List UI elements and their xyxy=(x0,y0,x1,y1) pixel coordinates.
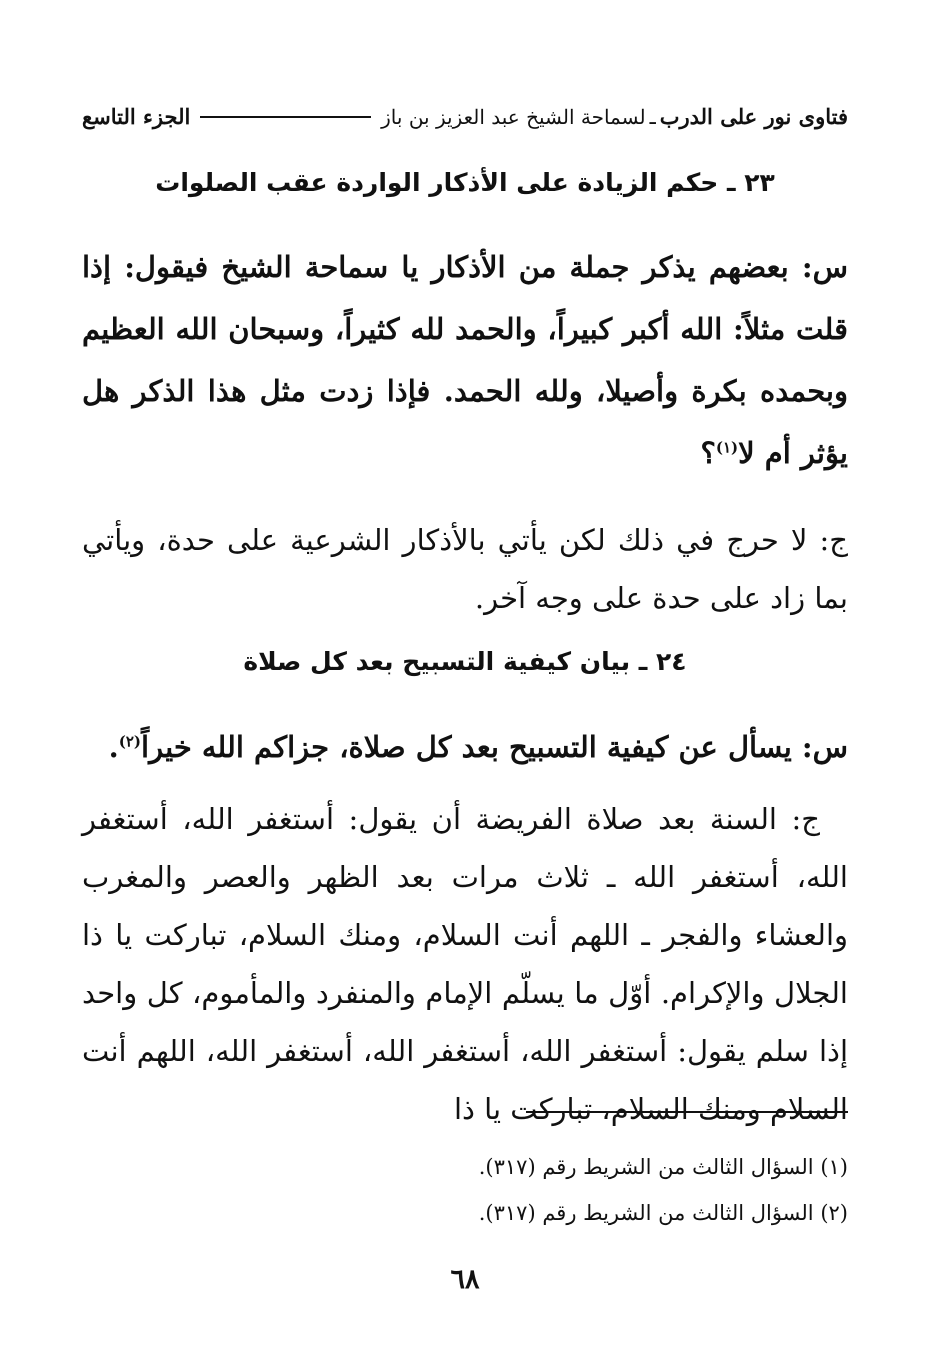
question-23-end: ؟ xyxy=(700,436,716,470)
section-heading-24: ٢٤ ـ بيان كيفية التسبيح بعد كل صلاة xyxy=(243,647,687,676)
question-24 xyxy=(82,718,848,776)
answer-23: ج: لا حرج في ذلك لكن يأتي بالأذكار الشرعية على حدة، ويأتي بما زاد على حدة على وجه آخر. xyxy=(82,523,848,615)
question-24-text: س: يسأل عن كيفية التسبيح بعد كل صلاة، جزاكم الله خيراً xyxy=(141,730,848,764)
running-header xyxy=(82,104,848,129)
header-rule xyxy=(200,116,371,118)
book-page xyxy=(82,0,848,1364)
section-heading-23: ٢٣ ـ حكم الزيادة على الأذكار الواردة عقب الصلوات xyxy=(155,168,775,197)
header-author: لسماحة الشيخ عبد العزيز بن باز xyxy=(381,105,646,129)
footnote-ref-2[interactable]: (٢) xyxy=(118,732,142,751)
footnote-1: (١) السؤال الثالث من الشريط رقم (٣١٧). xyxy=(478,1155,848,1179)
header-part: الجزء التاسع xyxy=(82,104,191,129)
question-23 xyxy=(82,236,848,484)
answer-24: ج: السنة بعد صلاة الفريضة أن يقول: أستغفر الله، أستغفر الله، أستغفر الله ـ ثلاث مرات بعد الظهر والعصر والمغرب والعشاء والفجر ـ اللهم أنت السلام، ومنك السلام، تباركت يا ذا الجلال والإكرام. أوّل ما يسلّم الإمام والمنفرد والمأموم، كل واحد إذا سلم يقول: أستغفر الله، أستغفر الله، أستغفر الله، اللهم أنت السلام ومنك السلام، تباركت يا ذا xyxy=(82,802,848,1126)
footnote-ref-1[interactable]: (١) xyxy=(715,438,739,457)
footnote-divider xyxy=(526,1111,848,1113)
header-book-title: فتاوى نور على الدرب xyxy=(659,104,848,129)
page-number: ٦٨ xyxy=(450,1264,480,1295)
question-24-end: . xyxy=(108,730,119,764)
header-book-info xyxy=(381,104,848,129)
header-separator: ـ xyxy=(649,105,656,129)
footnotes xyxy=(82,1144,848,1236)
footnote-2: (٢) السؤال الثالث من الشريط رقم (٣١٧). xyxy=(478,1201,848,1225)
question-23-text: س: بعضهم يذكر جملة من الأذكار يا سماحة الشيخ فيقول: إذا قلت مثلاً: الله أكبر كبيراً، والحمد لله كثيراً، وسبحان الله العظيم وبحمده بكرة وأصيلا، ولله الحمد. فإذا زدت مثل هذا الذكر هل يؤثر أم لا xyxy=(82,250,848,470)
